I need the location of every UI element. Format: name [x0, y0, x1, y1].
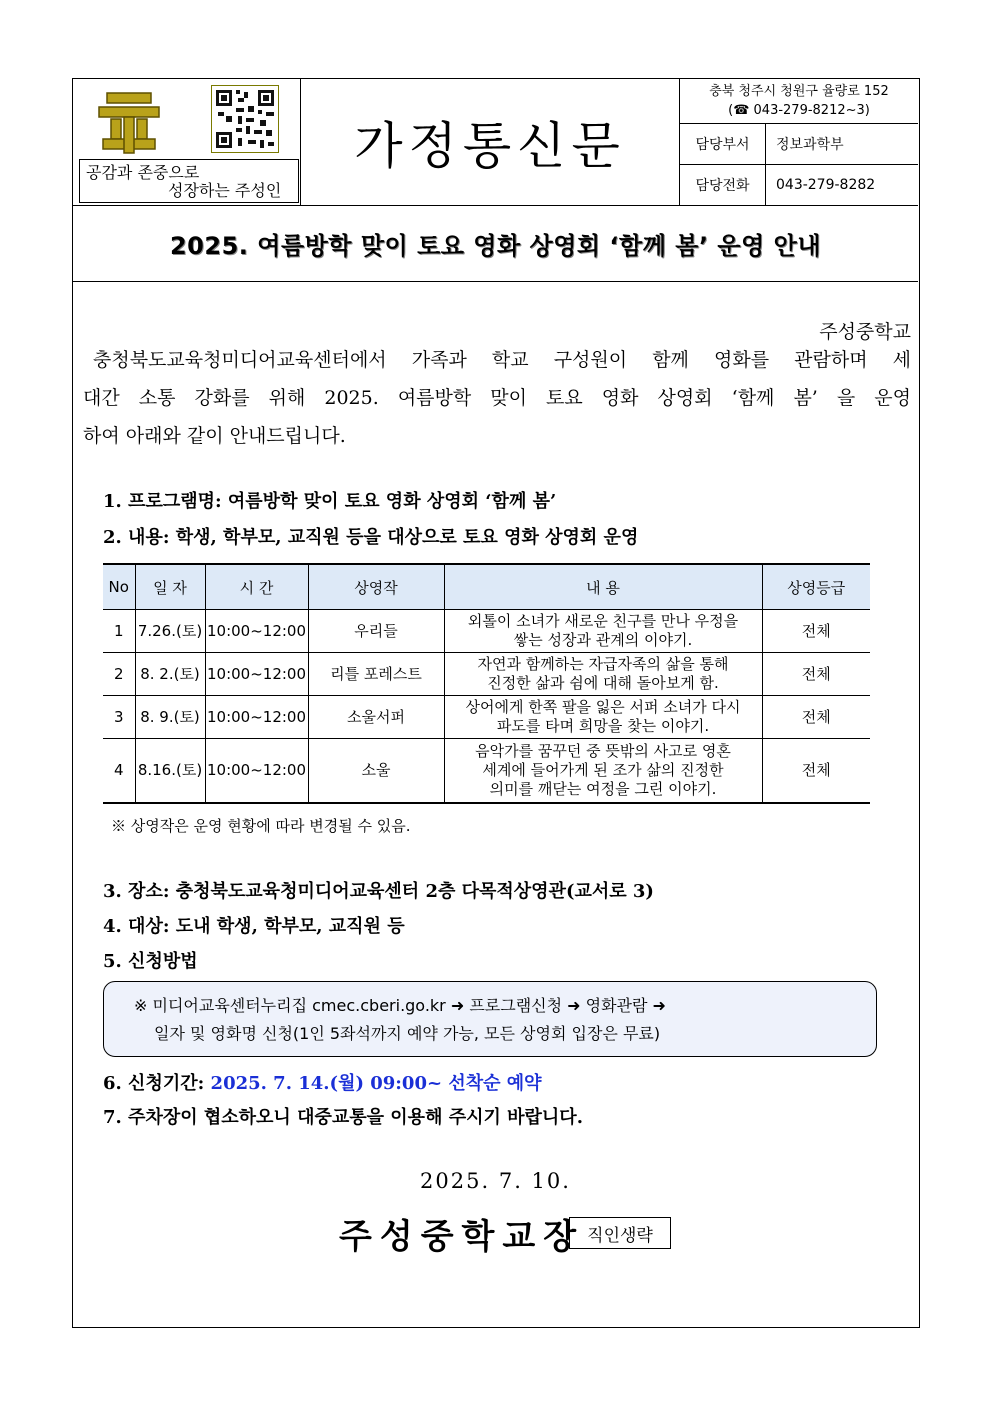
- motto-line1: 공감과 존중으로: [86, 163, 200, 182]
- item-content: 2. 내용: 학생, 학부모, 교직원 등을 대상으로 토요 영화 상영회 운영: [103, 527, 639, 548]
- qr-code-icon: [211, 85, 279, 153]
- cell-time: 10:00~12:00: [205, 696, 308, 739]
- cell-no: 3: [103, 696, 135, 739]
- cell-rating: 전체: [762, 610, 870, 653]
- desc-line: 세계에 들어가게 된 조가 삶의 진정한: [482, 760, 724, 779]
- header-date: 일 자: [135, 564, 205, 610]
- dept-row: [680, 124, 918, 165]
- cell-no: 4: [103, 739, 135, 803]
- document-frame: [72, 78, 920, 1328]
- cell-rating: 전체: [762, 739, 870, 803]
- school-address: [680, 79, 918, 124]
- cell-rating: 전체: [762, 653, 870, 696]
- school-motto: [79, 159, 299, 203]
- desc-line: 쌓는 성장과 관계의 이야기.: [513, 631, 693, 649]
- dept-label: 담당부서: [680, 124, 766, 164]
- item-apply-period: [103, 1069, 542, 1095]
- intro-paragraph: [83, 341, 911, 455]
- header-film: 상영작: [308, 564, 444, 610]
- school-emblem-icon: [93, 87, 165, 159]
- subject-title: 2025. 여름방학 맞이 토요 영화 상영회 ‘함께 봄’ 운영 안내: [73, 206, 918, 282]
- item-program-name: 1. 프로그램명: 여름방학 맞이 토요 영화 상영회 ‘함께 봄’: [103, 491, 557, 512]
- tel-label: 담당전화: [680, 165, 766, 205]
- item-target: 4. 대상: 도내 학생, 학부모, 교직원 등: [103, 916, 405, 937]
- cell-date: 8.16.(토): [135, 739, 205, 803]
- table-row: [103, 610, 870, 653]
- cell-time: 10:00~12:00: [205, 610, 308, 653]
- table-row: [103, 653, 870, 696]
- cell-desc: [444, 653, 762, 696]
- cell-time: 10:00~12:00: [205, 739, 308, 803]
- intro-line3: 하여 아래와 같이 안내드립니다.: [83, 425, 346, 447]
- intro-line1: 충청북도교육청미디어교육센터에서 가족과 학교 구성원이 함께 영화를 관람하며 세: [93, 349, 911, 371]
- issue-date: 2025. 7. 10.: [420, 1169, 571, 1193]
- cell-no: 1: [103, 610, 135, 653]
- cell-rating: 전체: [762, 696, 870, 739]
- header-desc: 내 용: [444, 564, 762, 610]
- desc-line: 음악가를 꿈꾸던 중 뜻밖의 사고로 영혼: [475, 741, 731, 760]
- cell-no: 2: [103, 653, 135, 696]
- apply-line2: 일자 및 영화명 신청(1인 5좌석까지 예약 가능, 모든 상영회 입장은 무료): [154, 1024, 661, 1043]
- tel-value: 043-279-8282: [776, 177, 876, 193]
- contact-info: [680, 79, 918, 205]
- intro-line2: 대간 소통 강화를 위해 2025. 여름방학 맞이 토요 영화 상영회 ‘함께 봄’ 을 운영: [83, 387, 911, 409]
- schedule-table: [103, 563, 870, 804]
- apply-period-label: 6. 신청기간:: [103, 1073, 205, 1094]
- table-note: ※ 상영작은 운영 현황에 따라 변경될 수 있음.: [111, 817, 411, 835]
- desc-line: 파도를 타며 희망을 찾는 이야기.: [496, 717, 710, 735]
- logo-cell: [73, 79, 301, 205]
- desc-line: 진정한 삶과 쉼에 대해 돌아보게 함.: [487, 674, 719, 692]
- cell-date: 7.26.(토): [135, 610, 205, 653]
- table-row: [103, 739, 870, 803]
- school-name: 주성중학교: [819, 321, 911, 343]
- tel-row: [680, 165, 918, 205]
- cell-desc: [444, 610, 762, 653]
- cell-date: 8. 2.(토): [135, 653, 205, 696]
- item-location: 3. 장소: 충청북도교육청미디어교육센터 2층 다목적상영관(교서로 3): [103, 881, 654, 902]
- address-line: 충북 청주시 청원구 율량로 152: [709, 84, 889, 99]
- newsletter-title: 가정통신문: [301, 79, 680, 205]
- cell-film: 우리들: [308, 610, 444, 653]
- table-header-row: [103, 564, 870, 610]
- desc-line: 외톨이 소녀가 새로운 친구를 만나 우정을: [467, 612, 739, 630]
- principal-signature: 주성중학교장: [339, 1217, 585, 1257]
- cell-film: 리틀 포레스트: [308, 653, 444, 696]
- header-rating: 상영등급: [762, 564, 870, 610]
- motto-line2: 성장하는 주성인: [168, 181, 282, 200]
- dept-value: 정보과학부: [776, 137, 844, 153]
- cell-date: 8. 9.(토): [135, 696, 205, 739]
- header-time: 시 간: [205, 564, 308, 610]
- cell-time: 10:00~12:00: [205, 653, 308, 696]
- apply-instructions-box: [103, 981, 877, 1057]
- cell-desc: [444, 696, 762, 739]
- desc-line: 상어에게 한쪽 팔을 잃은 서퍼 소녀가 다시: [465, 698, 741, 716]
- cell-film: 소울: [308, 739, 444, 803]
- cell-film: 소울서퍼: [308, 696, 444, 739]
- apply-line1: ※ 미디어교육센터누리집 cmec.cberi.go.kr ➜ 프로그램신청 ➜ 영화관람 ➜: [134, 996, 666, 1015]
- cell-desc: [444, 739, 762, 803]
- item-parking: 7. 주차장이 협소하오니 대중교통을 이용해 주시기 바랍니다.: [103, 1107, 583, 1128]
- letter-header: [73, 79, 918, 206]
- table-row: [103, 696, 870, 739]
- seal-omitted-stamp: 직인생략: [569, 1217, 671, 1249]
- apply-period-value: 2025. 7. 14.(월) 09:00~ 선착순 예약: [210, 1073, 542, 1094]
- desc-line: 의미를 깨닫는 여정을 그린 이야기.: [489, 779, 717, 798]
- phone-line: (☎ 043-279-8212~3): [728, 103, 870, 118]
- item-apply-method: 5. 신청방법: [103, 951, 198, 972]
- header-no: No: [103, 564, 135, 610]
- desc-line: 자연과 함께하는 자급자족의 삶을 통해: [477, 655, 729, 673]
